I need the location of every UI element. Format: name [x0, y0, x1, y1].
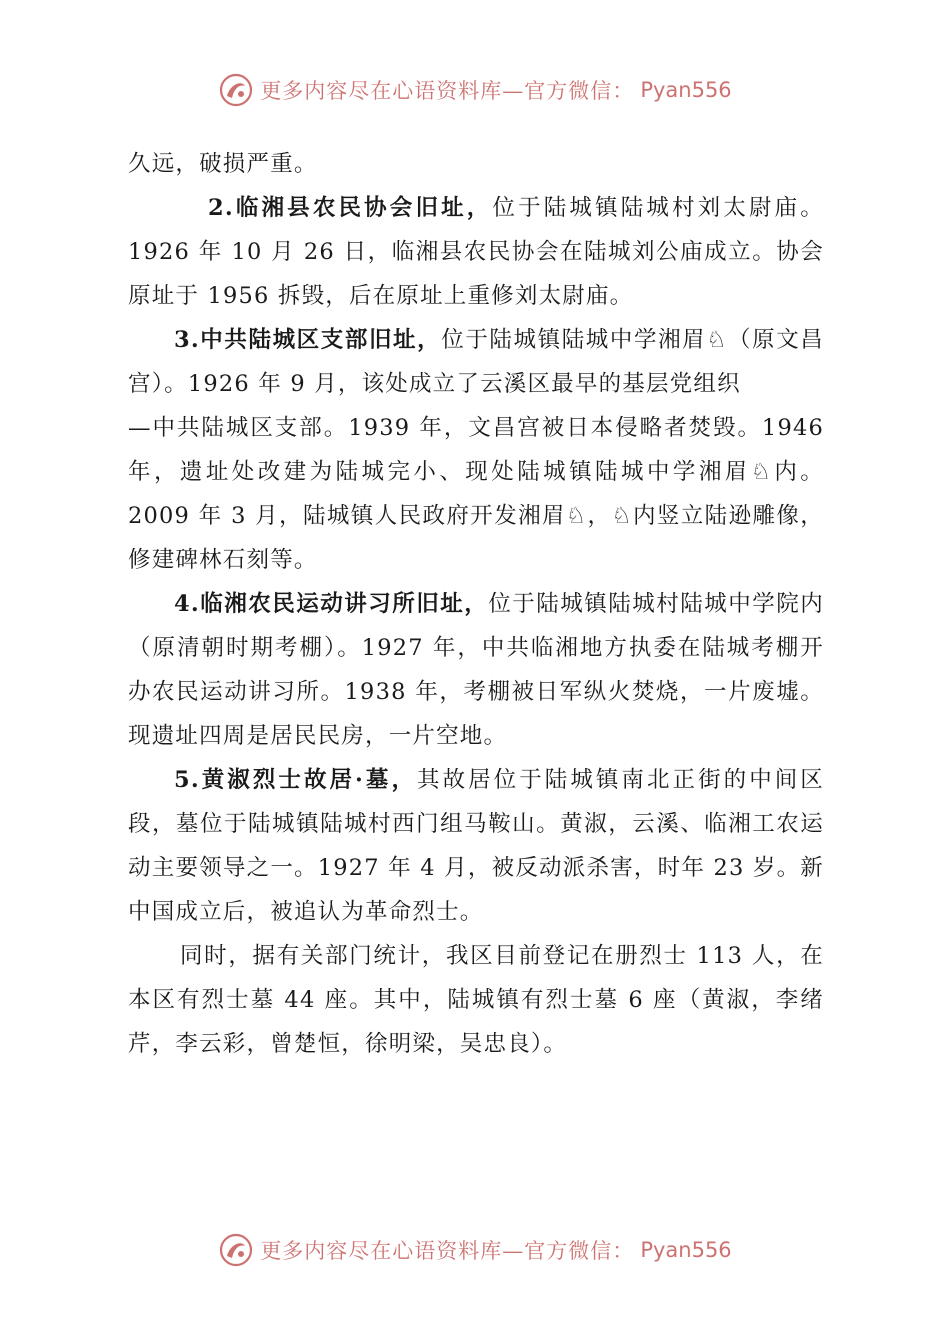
paragraph-continuation — [128, 142, 824, 186]
paragraph-text: 久远，破损严重。 — [128, 151, 318, 177]
paragraph-text: —中共陆城区支部。1939 年，文昌宫被日本侵略者焚毁。1946 年，遗址处改建为陆城完小、现处陆城镇陆城中学湘眉♘内。2009 年 3 月，陆城镇人民政府开发湘眉♘，♘内竖立陆逊雕像，修建碑林石刻等。 — [128, 415, 824, 573]
paragraph-title: 3.中共陆城区支部旧址， — [174, 327, 442, 353]
watermark-handle: Pyan556 — [640, 78, 732, 102]
paragraph-text: 同时，据有关部门统计，我区目前登记在册烈士 113 人，在本区有烈士墓 44 座。其中，陆城镇有烈士墓 6 座（黄淑，李绪芹，李云彩，曾楚恒，徐明梁，吴忠良）。 — [128, 943, 824, 1057]
paragraph-text: 位于陆城镇陆城中学湘眉♘（原文昌宫）。1926 年 9 月，该处成立了云溪区最早的基层党组织 — [128, 327, 825, 397]
paragraph-summary — [128, 934, 824, 1066]
watermark-label: 更多内容尽在心语资料库—官方微信： — [260, 79, 635, 103]
paragraph-item-4 — [128, 582, 824, 758]
header-watermark — [0, 72, 950, 108]
paragraph-item-3-continued — [128, 406, 824, 582]
paragraph-title: 5.黄淑烈士故居·墓， — [174, 767, 418, 793]
paragraph-text: 位于陆城镇陆城村陆城中学院内（原清朝时期考棚）。1927 年，中共临湘地方执委在陆城考棚开办农民运动讲习所。1938 年，考棚被日军纵火焚烧，一片废墟。现遗址四周是居民民房，一片空地。 — [128, 591, 824, 749]
paragraph-text: 其故居位于陆城镇南北正街的中间区段，墓位于陆城镇陆城村西门组马鞍山。黄淑，云溪、临湘工农运动主要领导之一。1927 年 4 月，被反动派杀害，时年 23 岁。新中国成立后，被追认为革命烈士。 — [128, 767, 824, 925]
watermark-label: 更多内容尽在心语资料库—官方微信： — [260, 1239, 635, 1263]
paragraph-item-5 — [128, 758, 824, 934]
swirl-logo-icon — [218, 72, 254, 108]
paragraph-title: 2.临湘县农民协会旧址， — [208, 195, 493, 221]
paragraph-item-2 — [128, 186, 824, 318]
footer-watermark — [0, 1232, 950, 1268]
watermark-handle: Pyan556 — [640, 1238, 732, 1262]
paragraph-title: 4.临湘农民运动讲习所旧址， — [174, 591, 489, 617]
swirl-logo-icon — [218, 1232, 254, 1268]
paragraph-text: 位于陆城镇陆城村刘太尉庙。1926 年 10 月 26 日，临湘县农民协会在陆城刘公庙成立。协会原址于 1956 拆毁，后在原址上重修刘太尉庙。 — [128, 195, 825, 309]
paragraph-item-3 — [128, 318, 824, 406]
document-body — [128, 142, 824, 1066]
